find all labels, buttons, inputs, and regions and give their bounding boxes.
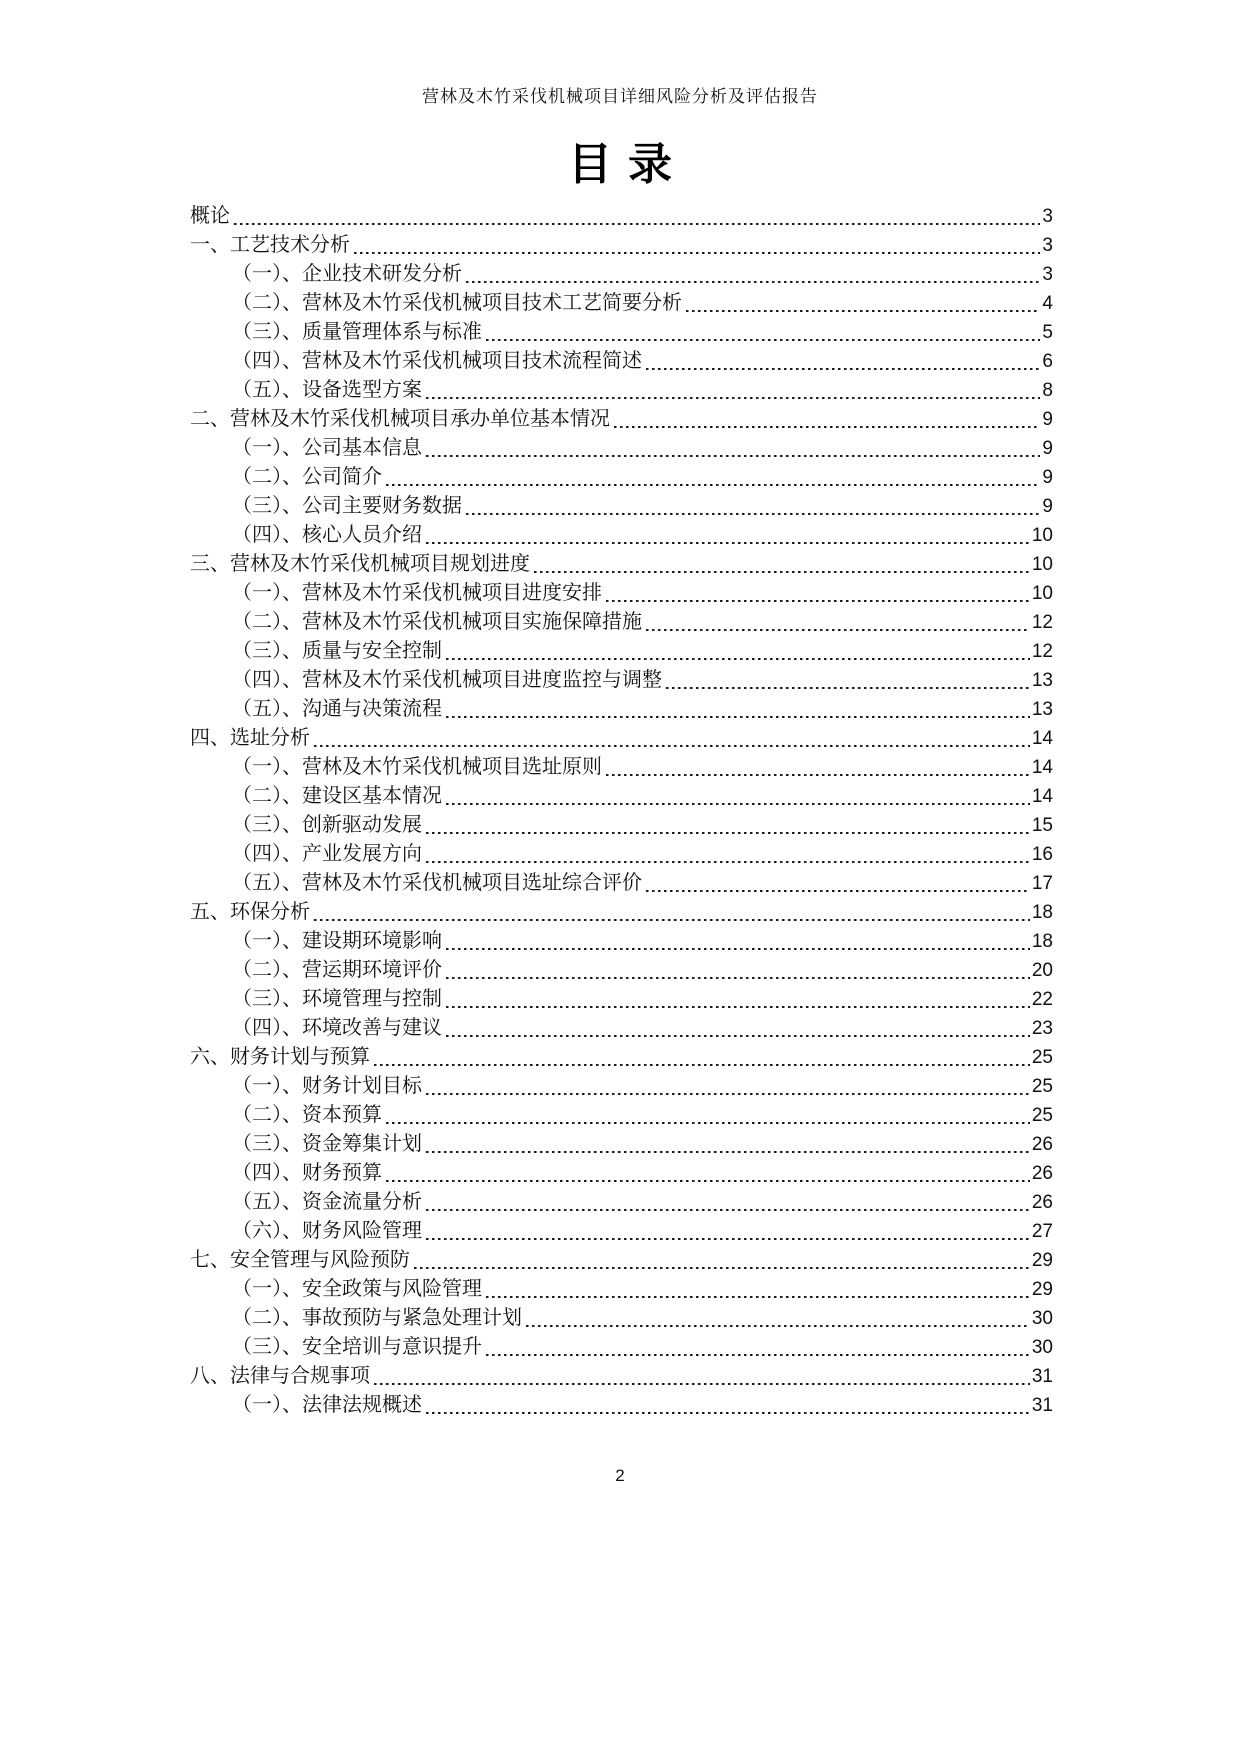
toc-entry[interactable] (190, 231, 1053, 260)
toc-dot-leader (446, 716, 1030, 718)
toc-entry[interactable] (190, 608, 1053, 637)
toc-entry-label: （四）、产业发展方向 (232, 843, 422, 865)
toc-list (190, 202, 1053, 1420)
toc-entry[interactable] (190, 1362, 1053, 1391)
toc-dot-leader (446, 948, 1030, 950)
toc-dot-leader (386, 1122, 1030, 1124)
toc-entry-page: 14 (1031, 728, 1053, 749)
toc-dot-leader (426, 397, 1040, 399)
toc-dot-leader (354, 252, 1040, 254)
toc-dot-leader (446, 803, 1030, 805)
toc-dot-leader (686, 310, 1040, 312)
toc-entry-label: （四）、财务预算 (232, 1162, 382, 1184)
toc-entry-label: 概论 (190, 205, 230, 227)
toc-dot-leader (486, 339, 1040, 341)
toc-entry-page: 14 (1031, 757, 1053, 778)
toc-entry-label: 二、营林及木竹采伐机械项目承办单位基本情况 (190, 408, 610, 430)
toc-dot-leader (466, 281, 1040, 283)
toc-entry-label: （四）、环境改善与建议 (232, 1017, 442, 1039)
toc-entry-page: 10 (1031, 525, 1053, 546)
toc-entry-label: （一）、营林及木竹采伐机械项目进度安排 (232, 582, 602, 604)
toc-entry-label: （二）、事故预防与紧急处理计划 (232, 1307, 522, 1329)
toc-entry-page: 25 (1031, 1047, 1053, 1068)
toc-entry-label: （一）、法律法规概述 (232, 1394, 422, 1416)
toc-entry[interactable] (190, 1391, 1053, 1420)
toc-dot-leader (614, 426, 1040, 428)
toc-entry-page: 29 (1031, 1250, 1053, 1271)
toc-entry-label: （五）、营林及木竹采伐机械项目选址综合评价 (232, 872, 642, 894)
toc-entry-label: 三、营林及木竹采伐机械项目规划进度 (190, 553, 530, 575)
toc-dot-leader (426, 1151, 1030, 1153)
toc-entry-label: 六、财务计划与预算 (190, 1046, 370, 1068)
toc-entry-page: 25 (1031, 1105, 1053, 1126)
toc-entry-page: 8 (1042, 380, 1053, 401)
toc-dot-leader (446, 1035, 1030, 1037)
toc-entry-page: 27 (1031, 1221, 1053, 1242)
toc-entry-label: （三）、创新驱动发展 (232, 814, 422, 836)
toc-entry-label: （二）、营林及木竹采伐机械项目实施保障措施 (232, 611, 642, 633)
toc-entry[interactable] (190, 260, 1053, 289)
toc-entry-page: 31 (1031, 1366, 1053, 1387)
toc-dot-leader (446, 1006, 1030, 1008)
toc-dot-leader (426, 455, 1040, 457)
toc-entry-page: 31 (1031, 1395, 1053, 1416)
toc-entry[interactable] (190, 492, 1053, 521)
toc-entry[interactable] (190, 521, 1053, 550)
toc-dot-leader (646, 890, 1030, 892)
toc-entry-page: 10 (1031, 554, 1053, 575)
toc-entry-label: （二）、建设区基本情况 (232, 785, 442, 807)
toc-entry[interactable] (190, 463, 1053, 492)
toc-dot-leader (314, 919, 1030, 921)
toc-dot-leader (426, 1412, 1030, 1414)
toc-entry-label: （五）、沟通与决策流程 (232, 698, 442, 720)
toc-entry-page: 30 (1031, 1308, 1053, 1329)
toc-dot-leader (526, 1325, 1030, 1327)
toc-dot-leader (426, 832, 1030, 834)
toc-entry-label: 七、安全管理与风险预防 (190, 1249, 410, 1271)
toc-entry-page: 26 (1031, 1134, 1053, 1155)
toc-entry-page: 6 (1042, 351, 1053, 372)
toc-entry-page: 3 (1042, 206, 1053, 227)
toc-entry[interactable] (190, 1014, 1053, 1043)
toc-entry-page: 13 (1031, 699, 1053, 720)
toc-entry[interactable] (190, 1130, 1053, 1159)
toc-entry-label: （三）、资金筹集计划 (232, 1133, 422, 1155)
toc-entry-label: （一）、企业技术研发分析 (232, 263, 462, 285)
toc-entry-label: （一）、财务计划目标 (232, 1075, 422, 1097)
toc-entry-label: 五、环保分析 (190, 901, 310, 923)
toc-dot-leader (446, 977, 1030, 979)
toc-entry-label: （四）、营林及木竹采伐机械项目进度监控与调整 (232, 669, 662, 691)
toc-entry-page: 3 (1042, 235, 1053, 256)
toc-entry-page: 29 (1031, 1279, 1053, 1300)
toc-entry-page: 17 (1031, 873, 1053, 894)
toc-entry-label: （三）、安全培训与意识提升 (232, 1336, 482, 1358)
toc-dot-leader (426, 861, 1030, 863)
toc-entry-page: 14 (1031, 786, 1053, 807)
toc-dot-leader (486, 1354, 1030, 1356)
page-number: 2 (615, 1466, 625, 1485)
toc-entry[interactable] (190, 1275, 1053, 1304)
toc-entry-page: 26 (1031, 1163, 1053, 1184)
toc-entry-page: 5 (1042, 322, 1053, 343)
toc-dot-leader (374, 1383, 1030, 1385)
toc-entry-page: 12 (1031, 612, 1053, 633)
toc-entry-label: （六）、财务风险管理 (232, 1220, 422, 1242)
toc-entry[interactable] (190, 753, 1053, 782)
toc-entry-label: （二）、营林及木竹采伐机械项目技术工艺简要分析 (232, 292, 682, 314)
toc-entry-label: （三）、质量与安全控制 (232, 640, 442, 662)
toc-dot-leader (646, 629, 1030, 631)
toc-entry[interactable] (190, 550, 1053, 579)
toc-dot-leader (386, 1180, 1030, 1182)
toc-entry[interactable] (190, 666, 1053, 695)
toc-dot-leader (426, 542, 1030, 544)
toc-entry[interactable] (190, 1246, 1053, 1275)
toc-entry-label: 一、工艺技术分析 (190, 234, 350, 256)
toc-entry[interactable] (190, 405, 1053, 434)
toc-entry[interactable] (190, 1304, 1053, 1333)
toc-entry-page: 15 (1031, 815, 1053, 836)
toc-entry[interactable] (190, 1072, 1053, 1101)
toc-entry-label: （二）、公司简介 (232, 466, 382, 488)
toc-entry-label: （一）、营林及木竹采伐机械项目选址原则 (232, 756, 602, 778)
toc-dot-leader (374, 1064, 1030, 1066)
toc-entry-page: 18 (1031, 902, 1053, 923)
toc-entry-page: 10 (1031, 583, 1053, 604)
toc-entry-page: 13 (1031, 670, 1053, 691)
toc-entry[interactable] (190, 318, 1053, 347)
toc-dot-leader (426, 1238, 1030, 1240)
toc-entry-label: （二）、资本预算 (232, 1104, 382, 1126)
toc-entry-page: 25 (1031, 1076, 1053, 1097)
toc-entry[interactable] (190, 347, 1053, 376)
toc-entry-page: 18 (1031, 931, 1053, 952)
toc-entry-label: （一）、公司基本信息 (232, 437, 422, 459)
toc-entry-page: 20 (1031, 960, 1053, 981)
toc-entry-label: （五）、设备选型方案 (232, 379, 422, 401)
toc-dot-leader (314, 745, 1030, 747)
toc-entry[interactable] (190, 1101, 1053, 1130)
toc-dot-leader (426, 1093, 1030, 1095)
toc-entry-page: 9 (1042, 438, 1053, 459)
toc-dot-leader (466, 513, 1040, 515)
toc-entry[interactable] (190, 376, 1053, 405)
toc-entry-page: 22 (1031, 989, 1053, 1010)
toc-entry-label: （三）、环境管理与控制 (232, 988, 442, 1010)
toc-dot-leader (426, 1209, 1030, 1211)
toc-entry[interactable] (190, 1188, 1053, 1217)
toc-dot-leader (534, 571, 1030, 573)
toc-entry-page: 23 (1031, 1018, 1053, 1039)
toc-dot-leader (446, 658, 1030, 660)
toc-entry-page: 12 (1031, 641, 1053, 662)
toc-entry-page: 3 (1042, 264, 1053, 285)
toc-entry-page: 9 (1042, 467, 1053, 488)
toc-entry[interactable] (190, 637, 1053, 666)
toc-entry-label: （三）、公司主要财务数据 (232, 495, 462, 517)
toc-entry[interactable] (190, 1043, 1053, 1072)
toc-dot-leader (414, 1267, 1030, 1269)
toc-entry[interactable] (190, 985, 1053, 1014)
toc-entry[interactable] (190, 927, 1053, 956)
toc-title: 目录 (568, 140, 688, 189)
toc-entry[interactable] (190, 1159, 1053, 1188)
toc-entry[interactable] (190, 840, 1053, 869)
toc-entry[interactable] (190, 811, 1053, 840)
toc-entry-label: 八、法律与合规事项 (190, 1365, 370, 1387)
toc-dot-leader (666, 687, 1030, 689)
toc-entry-label: （四）、营林及木竹采伐机械项目技术流程简述 (232, 350, 642, 372)
toc-entry[interactable] (190, 695, 1053, 724)
toc-entry[interactable] (190, 1333, 1053, 1362)
toc-dot-leader (234, 223, 1040, 225)
toc-dot-leader (606, 774, 1030, 776)
toc-entry-label: （一）、安全政策与风险管理 (232, 1278, 482, 1300)
toc-entry-label: （一）、建设期环境影响 (232, 930, 442, 952)
toc-entry[interactable] (190, 434, 1053, 463)
toc-entry-label: 四、选址分析 (190, 727, 310, 749)
toc-entry[interactable] (190, 579, 1053, 608)
toc-entry[interactable] (190, 956, 1053, 985)
toc-entry[interactable] (190, 782, 1053, 811)
toc-dot-leader (486, 1296, 1030, 1298)
toc-entry[interactable] (190, 1217, 1053, 1246)
toc-dot-leader (606, 600, 1030, 602)
document-header: 营林及木竹采伐机械项目详细风险分析及评估报告 (422, 87, 818, 106)
toc-entry-page: 16 (1031, 844, 1053, 865)
toc-entry[interactable] (190, 898, 1053, 927)
toc-entry[interactable] (190, 869, 1053, 898)
toc-dot-leader (646, 368, 1040, 370)
toc-entry[interactable] (190, 289, 1053, 318)
toc-entry-label: （四）、核心人员介绍 (232, 524, 422, 546)
toc-entry[interactable] (190, 202, 1053, 231)
toc-entry-page: 9 (1042, 496, 1053, 517)
toc-entry[interactable] (190, 724, 1053, 753)
toc-dot-leader (386, 484, 1040, 486)
toc-entry-page: 26 (1031, 1192, 1053, 1213)
toc-entry-label: （二）、营运期环境评价 (232, 959, 442, 981)
toc-entry-page: 30 (1031, 1337, 1053, 1358)
toc-entry-page: 4 (1042, 293, 1053, 314)
toc-entry-label: （三）、质量管理体系与标准 (232, 321, 482, 343)
toc-entry-page: 9 (1042, 409, 1053, 430)
toc-entry-label: （五）、资金流量分析 (232, 1191, 422, 1213)
